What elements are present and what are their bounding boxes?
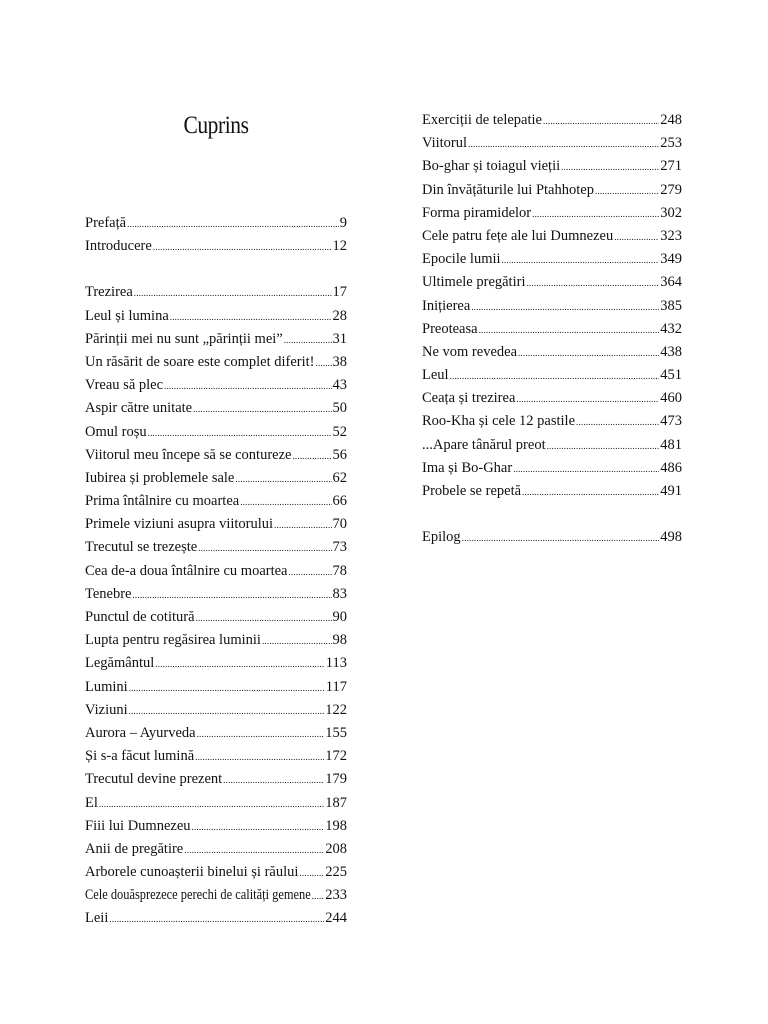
toc-entry-page: 113 <box>325 655 347 672</box>
toc-entry-page: 225 <box>325 864 347 881</box>
toc-entry-page: 233 <box>325 887 347 904</box>
toc-dot-leader <box>193 397 331 420</box>
toc-entry-page: 460 <box>660 390 682 407</box>
toc-entry <box>85 467 347 490</box>
toc-entry <box>85 676 347 699</box>
toc-entry-title: ...Apare tânărul preot <box>422 436 546 453</box>
toc-dot-leader <box>299 861 324 884</box>
toc-entry <box>85 235 347 258</box>
toc-entry <box>85 606 347 629</box>
toc-entry <box>85 884 347 907</box>
toc-entry <box>85 652 347 675</box>
toc-entry-page: 43 <box>332 377 347 394</box>
toc-dot-leader <box>262 629 332 652</box>
toc-entry <box>422 132 682 155</box>
toc-entry <box>85 629 347 652</box>
toc-entry-page: 73 <box>332 539 347 556</box>
toc-entry <box>85 212 347 235</box>
toc-entry <box>85 722 347 745</box>
toc-entry <box>85 583 347 606</box>
toc-dot-leader <box>316 351 332 374</box>
toc-entry-page: 28 <box>332 307 347 324</box>
toc-dot-leader <box>532 202 659 225</box>
toc-left-column <box>85 212 347 931</box>
toc-entry <box>422 480 682 503</box>
toc-entry-title: Aurora – Ayurveda <box>85 724 196 741</box>
toc-entry-title: Lumini <box>85 678 128 695</box>
toc-dot-leader <box>99 792 324 815</box>
toc-entry-title: Ultimele pregătiri <box>422 274 526 291</box>
toc-entry-page: 451 <box>660 367 682 384</box>
toc-dot-leader <box>292 444 331 467</box>
toc-entry-title: Arborele cunoașterii binelui și răului <box>85 864 299 881</box>
toc-dot-leader <box>274 513 331 536</box>
toc-entry-title: Fiii lui Dumnezeu <box>85 817 191 834</box>
toc-entry-title: Inițierea <box>422 297 471 314</box>
toc-entry <box>422 109 682 132</box>
toc-dot-leader <box>148 421 332 444</box>
toc-dot-leader <box>516 387 659 410</box>
toc-dot-leader <box>164 374 331 397</box>
toc-dot-leader <box>153 235 332 258</box>
toc-dot-leader <box>468 132 659 155</box>
toc-entry <box>422 202 682 225</box>
toc-entry-page: 38 <box>332 353 347 370</box>
toc-entry-page: 78 <box>332 562 347 579</box>
toc-entry-title: Trecutul se trezește <box>85 539 198 556</box>
toc-entry-page: 481 <box>660 436 682 453</box>
toc-entry-title: Și s-a făcut lumină <box>85 748 195 765</box>
toc-entry-page: 279 <box>660 181 682 198</box>
toc-entry <box>422 434 682 457</box>
toc-entry <box>422 457 682 480</box>
toc-entry-page: 486 <box>660 459 682 476</box>
toc-dot-leader <box>513 457 659 480</box>
toc-entry-page: 83 <box>332 585 347 602</box>
toc-entry-page: 438 <box>660 343 682 360</box>
toc-entry <box>85 699 347 722</box>
toc-entry-page: 66 <box>332 493 347 510</box>
toc-entry <box>85 815 347 838</box>
toc-dot-leader <box>223 768 324 791</box>
toc-entry-page: 364 <box>660 274 682 291</box>
toc-entry-title: Leul și lumina <box>85 307 169 324</box>
toc-entry <box>422 341 682 364</box>
toc-dot-leader <box>197 722 325 745</box>
toc-dot-leader <box>526 271 659 294</box>
toc-entry-title: Forma piramidelor <box>422 204 532 221</box>
toc-dot-leader <box>450 364 660 387</box>
toc-dot-leader <box>614 225 659 248</box>
toc-entry-title: Introducere <box>85 238 152 255</box>
toc-dot-leader <box>127 212 339 235</box>
toc-entry-title: Leii <box>85 910 109 927</box>
toc-entry-title: Trezirea <box>85 284 133 301</box>
toc-entry-title: Probele se repetă <box>422 483 522 499</box>
toc-entry-title: Un răsărit de soare este complet diferit! <box>85 353 315 370</box>
toc-dot-leader <box>543 109 659 132</box>
toc-entry <box>85 490 347 513</box>
toc-entry-page: 117 <box>325 678 347 695</box>
toc-entry-page: 498 <box>660 529 682 546</box>
toc-entry <box>85 560 347 583</box>
toc-entry-page: 244 <box>325 910 347 927</box>
toc-entry <box>85 513 347 536</box>
toc-entry-page: 9 <box>339 215 347 231</box>
toc-entry-title: Roo-Kha și cele 12 pastile <box>422 413 576 430</box>
toc-right-column <box>422 109 682 549</box>
toc-entry-title: Epocile lumii <box>422 251 501 268</box>
toc-entry-title: Vreau să plec <box>85 377 164 394</box>
toc-entry-title: Ceața și trezirea <box>422 390 516 407</box>
toc-entry <box>85 792 347 815</box>
toc-entry <box>422 271 682 294</box>
toc-entry <box>422 295 682 318</box>
toc-dot-leader <box>576 410 659 433</box>
toc-entry <box>85 444 347 467</box>
toc-entry <box>422 155 682 178</box>
toc-entry-page: 122 <box>325 701 347 718</box>
toc-entry <box>422 318 682 341</box>
toc-entry-page: 323 <box>660 227 682 244</box>
toc-entry-page: 56 <box>332 446 347 463</box>
toc-entry <box>85 768 347 791</box>
toc-entry-page: 302 <box>660 204 682 221</box>
toc-entry-title: Iubirea și problemele sale <box>85 469 235 486</box>
toc-entry-page: 52 <box>332 423 347 440</box>
toc-entry-title: Viitorul meu începe să se contureze <box>85 446 292 463</box>
toc-entry-title: El <box>85 794 98 811</box>
toc-entry-page: 62 <box>332 469 347 486</box>
toc-dot-leader <box>129 676 325 699</box>
toc-dot-leader <box>235 467 331 490</box>
toc-entry-title: Trecutul devine prezent <box>85 771 223 788</box>
toc-entry <box>422 248 682 271</box>
toc-dot-leader <box>198 536 331 559</box>
toc-entry <box>422 364 682 387</box>
toc-entry-page: 172 <box>325 748 347 765</box>
toc-entry-title: Cea de-a doua întâlnire cu moartea <box>85 562 288 579</box>
toc-entry-page: 155 <box>325 724 347 741</box>
toc-entry-title: Primele viziuni asupra viitorului <box>85 516 274 533</box>
toc-dot-leader <box>170 305 332 328</box>
toc-entry <box>85 305 347 328</box>
toc-entry <box>85 421 347 444</box>
toc-dot-leader <box>479 318 660 341</box>
toc-dot-leader <box>192 815 325 838</box>
toc-dot-leader <box>129 699 325 722</box>
toc-dot-leader <box>471 295 659 318</box>
toc-entry-title: Viitorul <box>422 135 468 152</box>
toc-entry-page: 12 <box>332 238 347 255</box>
toc-entry-page: 90 <box>332 609 347 625</box>
toc-entry <box>422 225 682 248</box>
toc-entry <box>422 387 682 410</box>
toc-entry-page: 432 <box>660 320 682 337</box>
toc-entry-title: Epilog <box>422 529 461 546</box>
toc-entry <box>422 410 682 433</box>
toc-entry-page: 31 <box>332 330 347 347</box>
toc-entry-title: Omul roșu <box>85 423 147 440</box>
toc-entry <box>85 838 347 861</box>
toc-entry-title: Din învățăturile lui Ptahhotep <box>422 181 594 198</box>
toc-entry <box>422 179 682 202</box>
toc-entry <box>85 374 347 397</box>
toc-entry <box>85 745 347 768</box>
toc-entry-page: 208 <box>325 840 347 857</box>
toc-entry-title: Tenebre <box>85 585 132 602</box>
toc-entry-title: Punctul de cotitură <box>85 609 195 625</box>
toc-entry-page: 70 <box>332 516 347 533</box>
toc-entry-title: Leul <box>422 367 449 384</box>
toc-dot-leader <box>289 560 332 583</box>
toc-entry-page: 473 <box>660 413 682 430</box>
toc-entry-title: Viziuni <box>85 701 128 718</box>
toc-dot-leader <box>547 434 660 457</box>
toc-entry-title: Cele patru fețe ale lui Dumnezeu <box>422 227 614 244</box>
toc-entry-page: 349 <box>660 251 682 268</box>
toc-entry-page: 491 <box>660 483 682 499</box>
toc-entry-page: 385 <box>660 297 682 314</box>
toc-entry-title: Lupta pentru regăsirea luminii <box>85 632 261 649</box>
toc-dot-leader <box>284 328 332 351</box>
toc-entry-page: 248 <box>660 112 682 128</box>
toc-dot-leader <box>109 907 324 930</box>
toc-entry <box>85 351 347 374</box>
toc-dot-leader <box>240 490 331 513</box>
toc-entry-title: Cele douăsprezece perechi de calități gemene <box>85 887 311 904</box>
toc-entry-title: Preoteasa <box>422 320 478 337</box>
toc-entry-page: 198 <box>325 817 347 834</box>
toc-entry-title: Părinții mei nu sunt „părinții mei” <box>85 330 283 347</box>
toc-entry <box>85 397 347 420</box>
toc-dot-leader <box>561 155 659 178</box>
toc-entry <box>85 907 347 930</box>
toc-dot-leader <box>595 179 659 202</box>
toc-entry-page: 187 <box>325 794 347 811</box>
toc-entry-page: 50 <box>332 400 347 417</box>
toc-entry-title: Ima și Bo-Ghar <box>422 459 513 476</box>
toc-dot-leader <box>502 248 660 271</box>
toc-dot-leader <box>132 583 331 606</box>
toc-entry <box>85 328 347 351</box>
toc-dot-leader <box>196 606 332 629</box>
toc-entry-title: Prima întâlnire cu moartea <box>85 493 240 510</box>
toc-entry-page: 271 <box>660 158 682 175</box>
toc-entry-title: Aspir către unitate <box>85 400 193 417</box>
toc-dot-leader <box>184 838 324 861</box>
toc-entry <box>422 526 682 549</box>
page-title: Cuprins <box>183 112 249 139</box>
toc-dot-leader <box>462 526 660 549</box>
toc-dot-leader <box>518 341 659 364</box>
toc-entry-page: 17 <box>332 284 347 301</box>
toc-entry <box>85 861 347 884</box>
toc-entry <box>85 536 347 559</box>
toc-entry-title: Ne vom revedea <box>422 343 518 360</box>
toc-entry-title: Prefață <box>85 215 127 231</box>
toc-dot-leader <box>134 281 332 304</box>
toc-entry-page: 179 <box>325 771 347 788</box>
toc-entry-title: Bo-ghar și toiagul vieții <box>422 158 561 175</box>
toc-dot-leader <box>155 652 325 675</box>
toc-entry-title: Legământul <box>85 655 155 672</box>
toc-entry-page: 253 <box>660 135 682 152</box>
toc-entry-page: 98 <box>332 632 347 649</box>
toc-entry <box>85 281 347 304</box>
toc-dot-leader <box>312 884 325 907</box>
toc-entry-title: Exerciții de telepatie <box>422 112 542 128</box>
toc-dot-leader <box>522 480 659 503</box>
toc-dot-leader <box>195 745 324 768</box>
toc-entry-title: Anii de pregătire <box>85 840 184 857</box>
